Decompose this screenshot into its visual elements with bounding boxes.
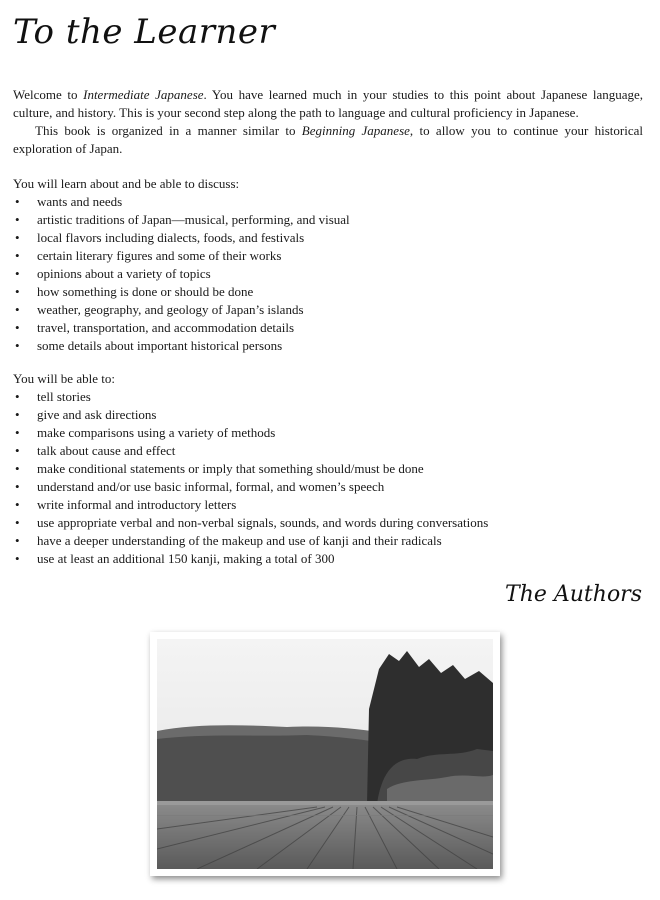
list-item: • talk about cause and effect xyxy=(13,442,643,460)
intro-paragraph-2 xyxy=(13,122,643,158)
rice-field-photo-image xyxy=(157,639,493,869)
list-item: • make conditional statements or imply that something should/must be done xyxy=(13,460,643,478)
intro-text: . You have learned much in your studies to this point about Japanese language, culture, and history. This is your second step along the path to language and cultural proficiency in Japanese. xyxy=(13,87,644,120)
list-item: • write informal and introductory letters xyxy=(13,496,643,514)
discuss-section xyxy=(13,175,643,355)
intro-text: This book is organized in a manner similar to xyxy=(35,123,302,138)
signature: The Authors xyxy=(505,582,642,607)
intro-text: Welcome to xyxy=(13,87,84,102)
list-item: • use appropriate verbal and non-verbal signals, sounds, and words during conversations xyxy=(13,514,643,532)
list-item: • use at least an additional 150 kanji, making a total of 300 xyxy=(13,550,643,568)
list-item: • artistic traditions of Japan—musical, performing, and visual xyxy=(13,211,643,229)
book-title-beginning: Beginning Japanese xyxy=(301,123,410,138)
intro-text: , to allow you to continue your historical exploration of Japan. xyxy=(13,123,643,156)
list-item: • opinions about a variety of topics xyxy=(13,265,643,283)
list-item: • certain literary figures and some of their works xyxy=(13,247,643,265)
intro-section xyxy=(13,86,643,158)
list-item: • travel, transportation, and accommodation details xyxy=(13,319,643,337)
list-item: • have a deeper understanding of the makeup and use of kanji and their radicals xyxy=(13,532,643,550)
list-item: • give and ask directions xyxy=(13,406,643,424)
list-item: • local flavors including dialects, foods, and festivals xyxy=(13,229,643,247)
list-item: • weather, geography, and geology of Japan’s islands xyxy=(13,301,643,319)
list-item: • understand and/or use basic informal, formal, and women’s speech xyxy=(13,478,643,496)
list-item: • make comparisons using a variety of methods xyxy=(13,424,643,442)
list-item: • some details about important historical persons xyxy=(13,337,643,355)
list-item: • how something is done or should be done xyxy=(13,283,643,301)
book-title-intermediate: Intermediate Japanese xyxy=(83,87,204,102)
discuss-list xyxy=(13,193,643,355)
page-title: To the Learner xyxy=(13,12,276,52)
abilities-section xyxy=(13,370,643,568)
intro-paragraph-1 xyxy=(13,86,643,122)
list-item: • wants and needs xyxy=(13,193,643,211)
list-item: • tell stories xyxy=(13,388,643,406)
abilities-heading: You will be able to: xyxy=(13,371,115,386)
landscape-photo xyxy=(150,632,500,876)
discuss-heading: You will learn about and be able to discuss: xyxy=(13,176,240,191)
abilities-list xyxy=(13,388,643,568)
